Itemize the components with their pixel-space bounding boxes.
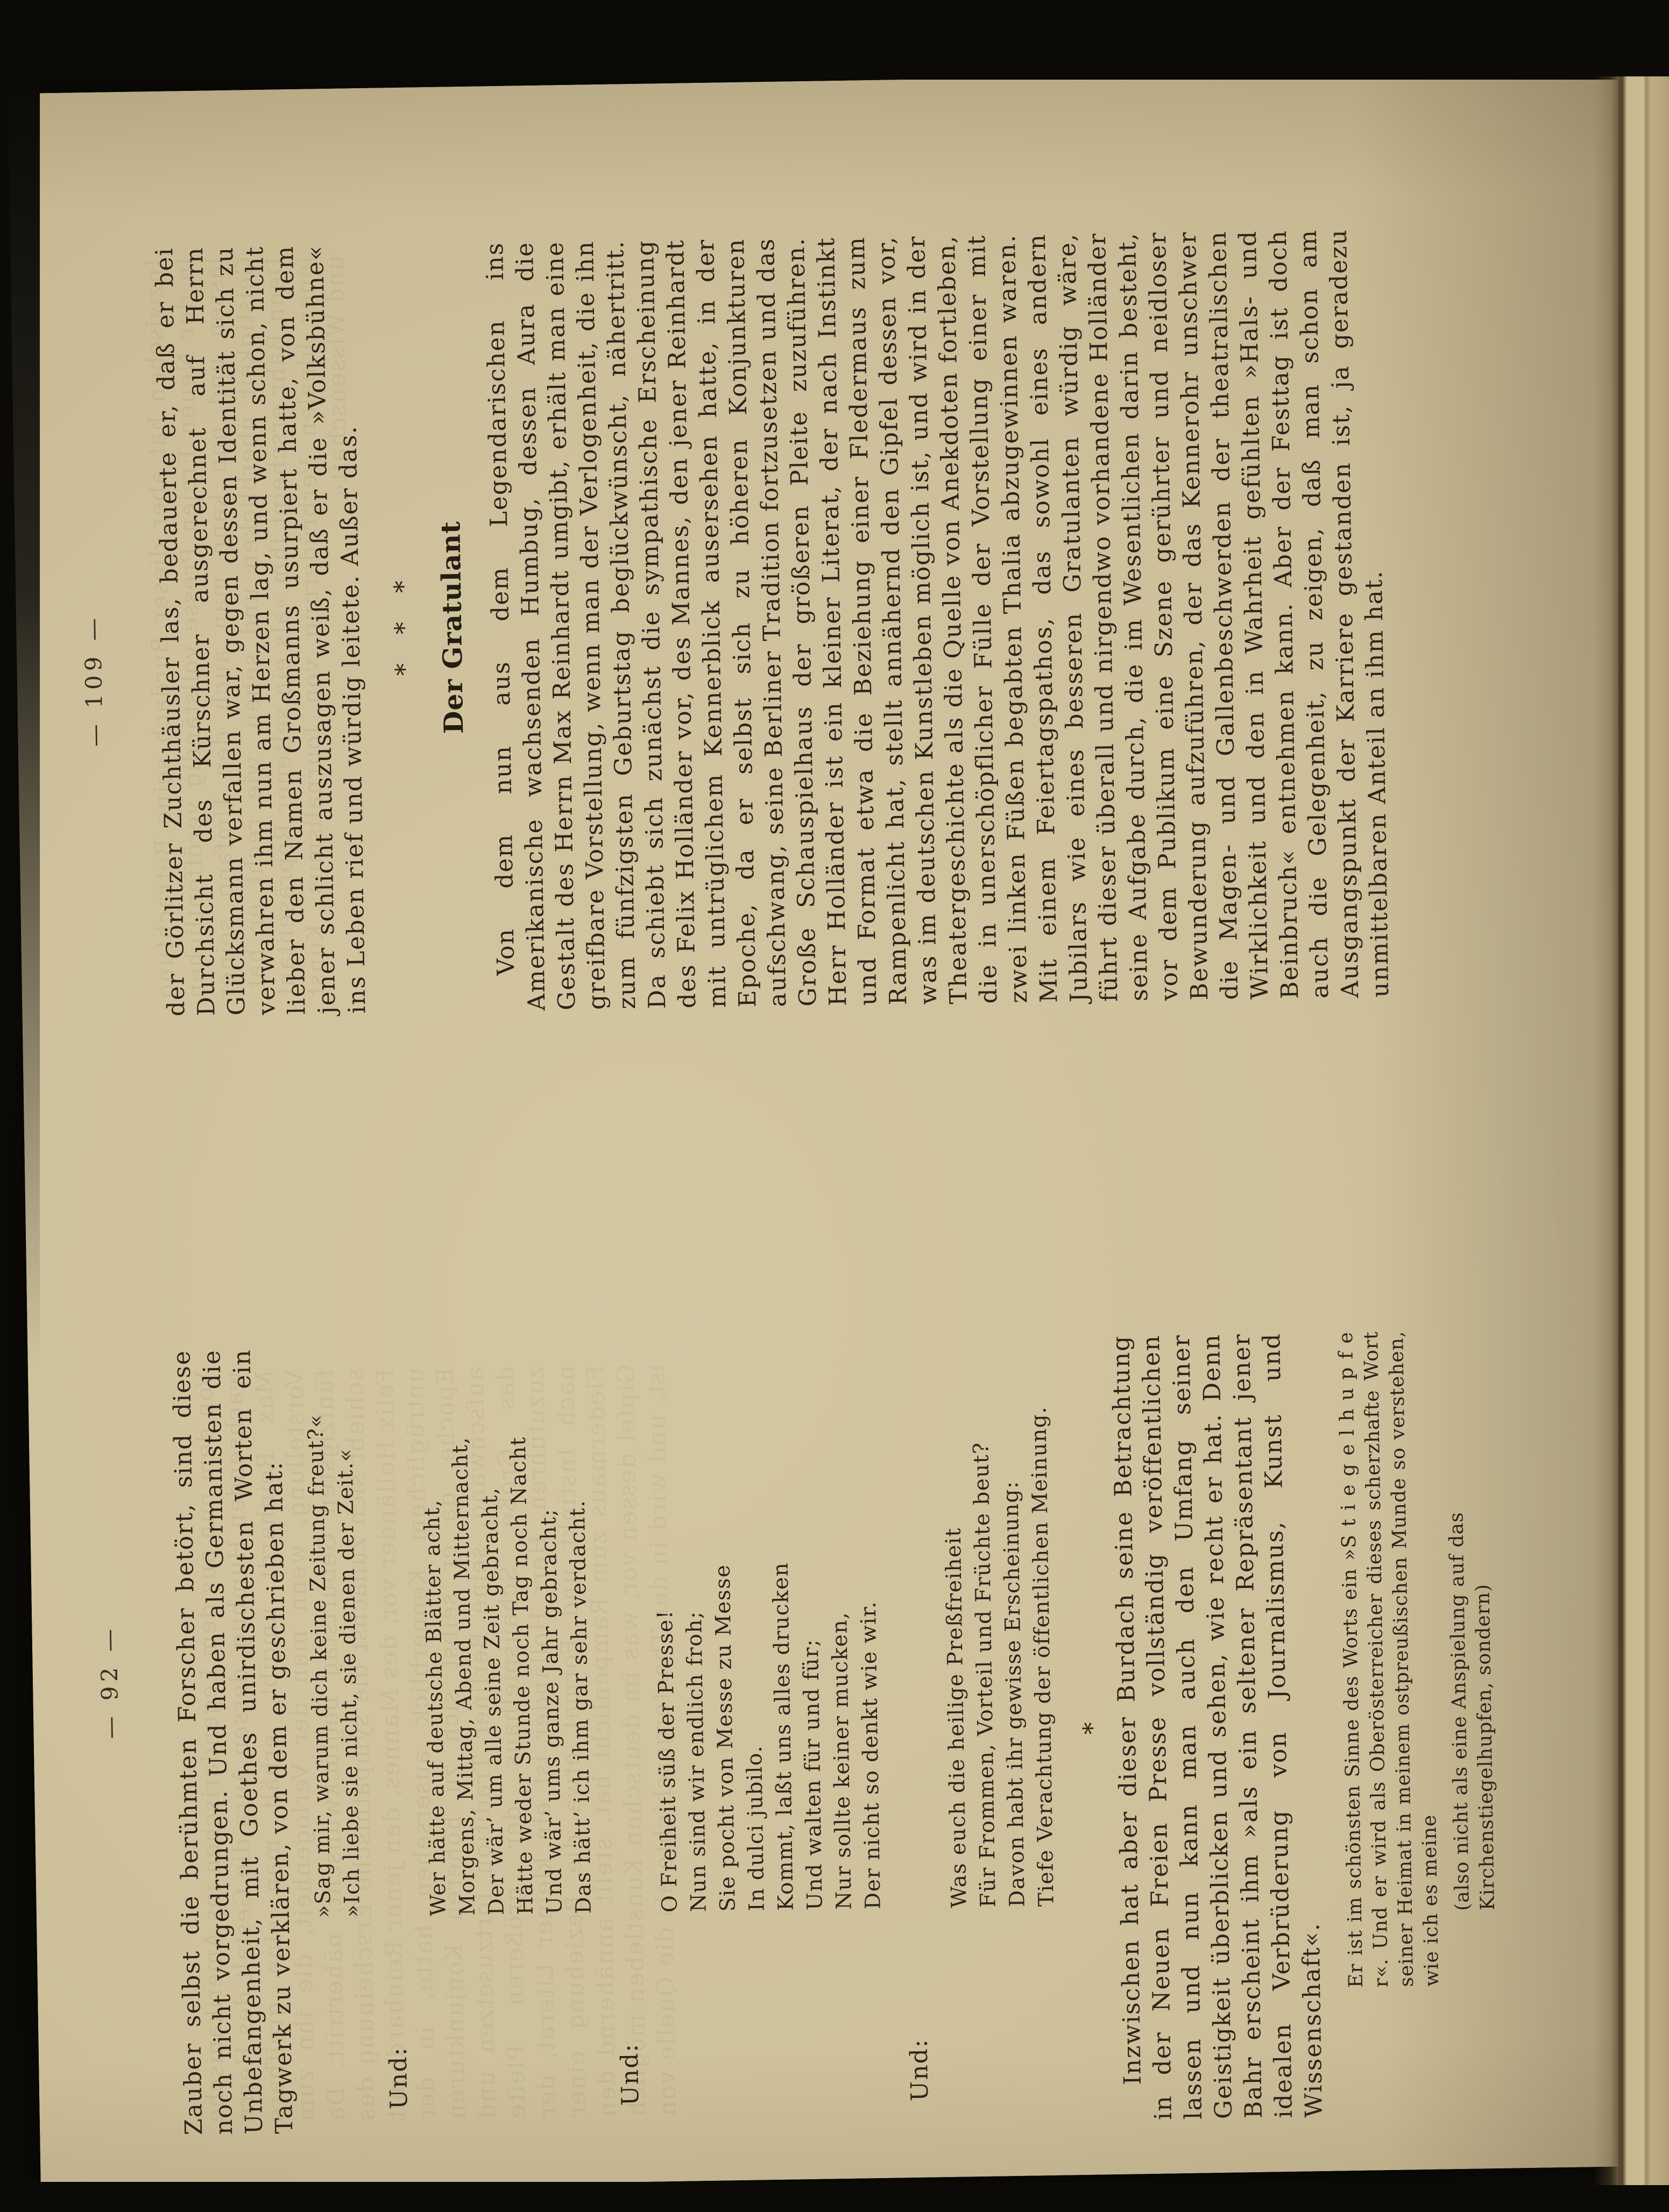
verse-line: Für Frommen, Vorteil und Früchte beut? [969,1442,1001,1908]
verse-line: Was euch die heilige Preßfreiheit [941,1527,972,1909]
verse-line: In dulci jubilo. [742,1745,769,1912]
asterisk: * [389,621,419,635]
verse-line: Kommt, laßt uns alles drucken [768,1562,798,1911]
petit-parenthesis: (also nicht als eine Anspielung auf das Kirchenstiegelhupfen, sondern) [1445,1512,1499,1911]
und-label-2: Und: [616,2043,645,2106]
page-number-109: — 109 — [79,613,108,747]
page-edge-seam [1618,76,1622,2185]
verse-line: Morgens, Mittag, Abend und Mitternacht, [448,1436,480,1916]
verse-line: »Ich liebe sie nicht, sie dienen der Zeit.« [333,1448,365,1918]
poem-2 [647,1339,888,1913]
page-92-column [27,1329,1504,2138]
poem-1 [415,1343,599,1916]
verse-line: Davon habt ihr gewisse Erscheinung: [999,1480,1030,1908]
verse-line: Nur sollte keiner mucken, [828,1611,857,1910]
intro-paragraph: Zauber selbst die berühmten Forscher betört, sind diese noch nicht vorgedrungen. Und haben als Germanisten die Unbefangenheit, mit Goethes unirdischesten Worten ein Tagwerk zu verklären, von dem er geschrieben hat: [168,1349,299,2136]
paper-sheet [8,68,1669,2191]
verse-line: Und wär’ ums ganze Jahr gebracht; [536,1508,567,1915]
verse-line: »Sag mir, warum dich keine Zeitung freut?« [303,1414,336,1918]
verse-line: Tiefe Verachtung der öffentlichen Meinung. [1027,1406,1059,1907]
scanner-black-bottom [0,2182,1669,2212]
asterisk: * [388,580,418,593]
page-number-92: — 92 — [95,1625,124,1739]
asterisk: * [390,663,419,676]
verse-line: Sie pocht von Messe zu Messe [710,1564,740,1912]
closing-paragraph: Inzwischen hat aber dieser Burdach seine Betrachtung in der Neuen Freien Presse vollständig veröffentlichen lassen und nun kann man auch den Umfang seiner Geistigkeit überblicken und sehen, wie recht er hat. Denn Bahr erscheint ihm »als ein seltener Repräsentant jener idealen Verbrüderung von Journalismus, Kunst und Wissenschaft«. [1107,1332,1328,2121]
verse-line: Hätte weder Stunde noch Tag noch Nacht [506,1436,538,1915]
scanner-black-top [0,0,1669,80]
verse-line: Das hätt’ ich ihm gar sehr verdacht. [565,1499,596,1915]
poem-3 [936,1336,1062,1908]
verse-line: O Freiheit süß der Presse! [653,1610,682,1913]
page-109-column [10,228,1396,1019]
verse-line: Nun sind wir endlich froh; [682,1611,711,1912]
scanner-black-left-edge [0,75,40,1366]
verse-line: Wer hätte auf deutsche Blätter acht, [420,1499,451,1917]
petit-quotation: Er ist im schönsten Sinne des Worts ein »S t i e g e l h u p f e r«. Und er wird als Oberösterreicher dieses scherzhafte Wort seiner Heimat in meinem ostpreußischen Munde so verstehen, wie ich es meine [1335,1330,1444,1988]
asterisk-separator: * [1077,1721,1107,1735]
goethe-quote [300,1347,367,1918]
verse-line: Und walten für und für; [798,1638,828,1911]
verse-line: Der wär’ um alle seine Zeit gebracht, [478,1487,509,1916]
verse-line: Der nicht so denkt wie wir. [856,1600,886,1910]
page-109 [8,68,1660,1143]
und-label-1: Und: [384,2046,413,2110]
article-title: Der Gratulant [435,520,470,734]
article-paragraph: Von dem nun aus dem Legendarischen ins Amerikanische wachsenden Humbug, dessen Aura die Gestalt des Herrn Max Reinhardt umgibt, erhält man eine greifbare Vorstellung, wenn man der Verlogenheit, die ihn zum fünfzigsten Geburtstag beglückwünscht, nähertritt. Da schiebt sich zunächst die sympathische Erscheinung des Felix Holländer vor, des Mannes, den jener Reinhardt mit untrüglichem Kennerblick ausersehen hatte, in der Epoche, da er selbst sich zu höheren Konjunkturen aufschwang, seine Berliner Tradition fortzusetzen und das Große Schauspielhaus der größeren Pleite zuzuführen. Herr Holländer ist ein kleiner Literat, der nach Instinkt und Format etwa die Beziehung einer Fledermaus zum Rampenlicht hat, stellt annähernd den Gipfel dessen vor, was im deutschen Kunstleben möglich ist, und wird in der Theatergeschichte als die Quelle von Anekdoten fortleben, die in unerschöpflicher Fülle der Vorstellung einer mit zwei linken Füßen begabten Thalia abzugewinnen waren. Mit einem Feiertagspathos, das sowohl eines andern Jubilars wie eines besseren Gratulanten würdig wäre, führt dieser überall und nirgendwo vorhandene Holländer seine Aufgabe durch, die im Wesentlichen darin besteht, vor dem Publikum eine Szene gerührter und neidloser Bewunderung aufzuführen, der das Kennerohr unschwer die Magen- und Gallenbeschwerden der theatralischen Wirklichkeit und den in Wahrheit gefühlten »Hals- und Beinbruch« entnehmen kann. Aber der Festtag ist doch auch die Gelegenheit, zu zeigen, daß man schon am Ausgangspunkt der Karriere gestanden ist, ja geradezu unmittelbaren Anteil an ihm hat. [481,228,1395,1011]
und-label-3: Und: [905,2038,934,2102]
continuation-paragraph: der Görlitzer Zuchthäusler las, bedauerte er, daß er bei Durchsicht des Kürschner ausgerechnet auf Herrn Glücksmann verfallen war, gegen dessen Identität sich zu verwahren ihm nun am Herzen lag, und wenn schon, nicht lieber den Namen Großmanns usurpiert hatte, von dem jener schlicht auszusagen weiß, daß er die »Volksbühne« ins Leben rief und würdig leitete. Außer das. [151,244,371,1017]
three-asterisk-separator [379,243,428,1013]
page-92 [24,1117,1669,2192]
book-fore-edge-pages [1594,76,1669,2185]
